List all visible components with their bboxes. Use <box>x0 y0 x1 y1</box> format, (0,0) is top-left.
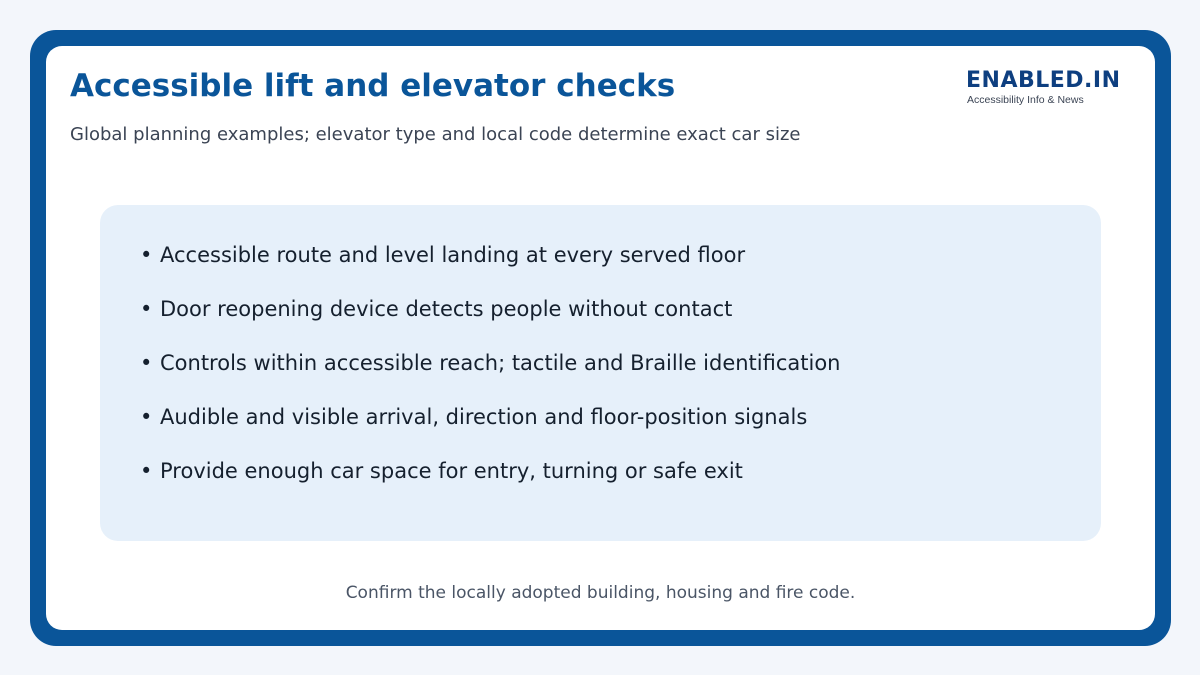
checklist-item-text: Provide enough car space for entry, turning or safe exit <box>160 459 743 483</box>
logo-wordmark: ENABLED.IN <box>966 68 1121 93</box>
bullet-icon: • <box>140 243 153 267</box>
bullet-icon: • <box>140 459 153 483</box>
checklist-item-text: Door reopening device detects people without contact <box>160 297 733 321</box>
checklist-item <box>140 243 841 297</box>
checklist-item-text: Accessible route and level landing at every served floor <box>160 243 746 267</box>
bullet-icon: • <box>140 297 153 321</box>
footer-note: Confirm the locally adopted building, housing and fire code. <box>345 583 856 603</box>
checklist-item-text: Controls within accessible reach; tactile and Braille identification <box>160 351 841 375</box>
bullet-icon: • <box>140 351 153 375</box>
checklist-item-text: Audible and visible arrival, direction and floor-position signals <box>160 405 808 429</box>
checklist <box>140 243 841 513</box>
checklist-item <box>140 405 841 459</box>
enabled-in-logo <box>966 68 1136 108</box>
card-frame <box>30 30 1171 646</box>
checklist-item <box>140 459 841 513</box>
page-subtitle: Global planning examples; elevator type and local code determine exact car size <box>70 124 801 145</box>
checklist-panel <box>100 205 1101 541</box>
page-title: Accessible lift and elevator checks <box>70 68 676 104</box>
bullet-icon: • <box>140 405 153 429</box>
logo-tagline: Accessibility Info & News <box>967 94 1084 106</box>
checklist-item <box>140 351 841 405</box>
checklist-item <box>140 297 841 351</box>
content-card <box>46 46 1155 630</box>
